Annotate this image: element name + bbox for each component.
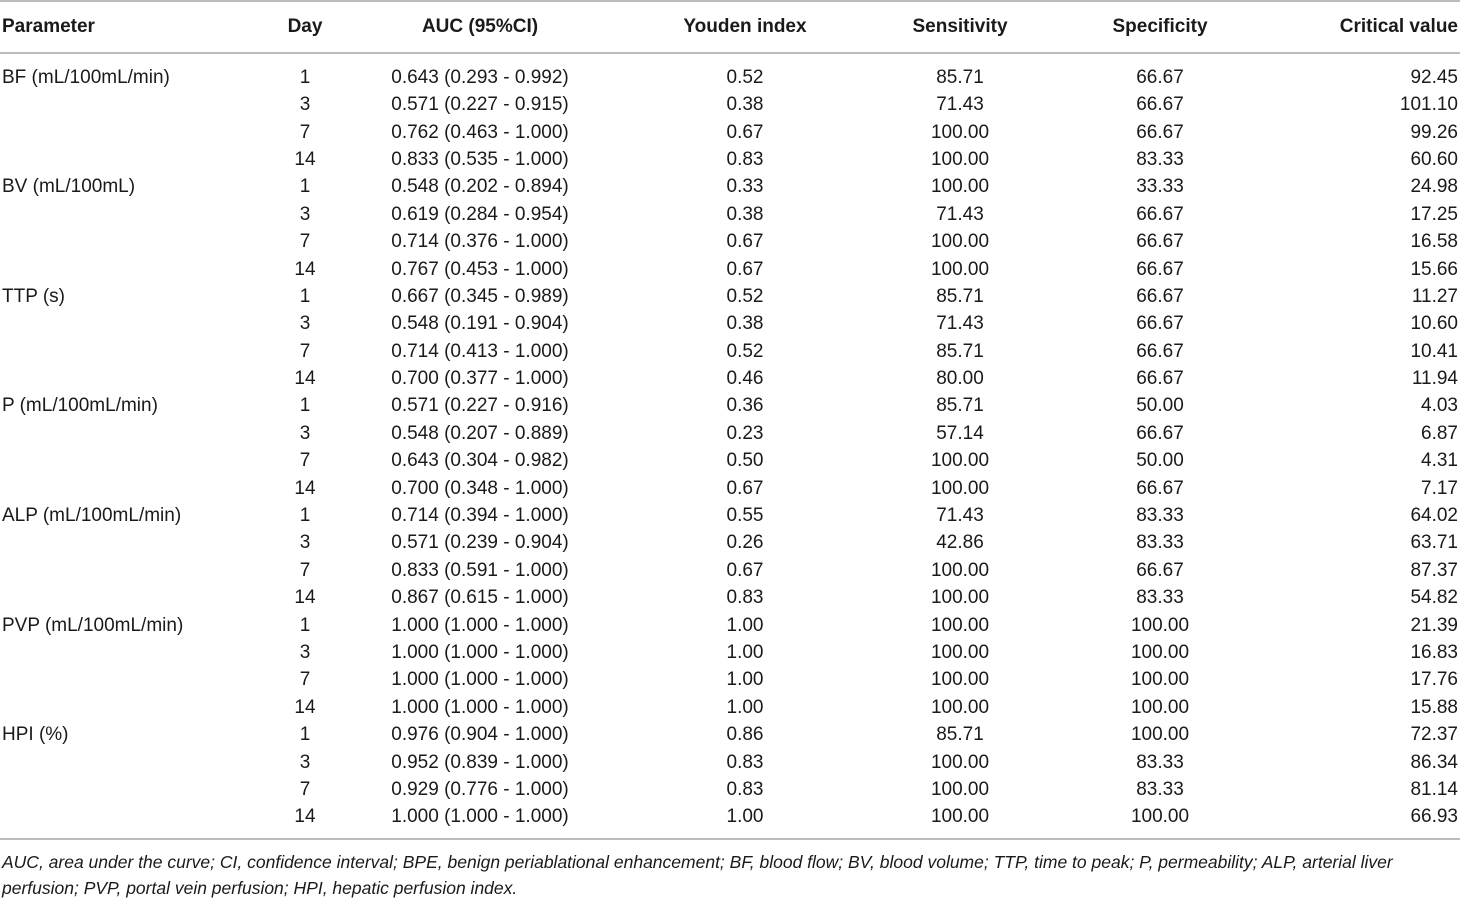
cell-youden-index: 1.00 <box>726 806 764 828</box>
cell-parameter <box>0 118 280 145</box>
cell-specificity: 66.67 <box>1136 340 1184 362</box>
cell-day: 3 <box>299 313 311 335</box>
cell-auc: 1.000 (1.000 - 1.000) <box>391 669 569 691</box>
cell-auc: 0.714 (0.376 - 1.000) <box>391 231 569 253</box>
cell-critical-value: 7.17 <box>1421 477 1458 499</box>
cell-critical-value: 63.71 <box>1410 532 1458 554</box>
cell-specificity: 66.67 <box>1136 258 1184 280</box>
cell-day: 14 <box>294 806 316 828</box>
header-youden: Youden index <box>630 1 860 53</box>
cell-youden-index: 0.83 <box>726 148 764 170</box>
cell-auc: 1.000 (1.000 - 1.000) <box>391 696 569 718</box>
cell-youden-index: 0.67 <box>726 559 764 581</box>
cell-parameter <box>0 694 280 721</box>
cell-auc: 1.000 (1.000 - 1.000) <box>391 806 569 828</box>
cell-auc: 1.000 (1.000 - 1.000) <box>391 614 569 636</box>
cell-parameter <box>0 803 280 838</box>
cell-youden-index: 0.67 <box>726 231 764 253</box>
cell-auc: 0.700 (0.348 - 1.000) <box>391 477 569 499</box>
cell-specificity: 100.00 <box>1130 669 1190 691</box>
cell-youden-index: 0.55 <box>726 505 764 527</box>
cell-parameter <box>0 557 280 584</box>
cell-sensitivity: 100.00 <box>930 642 990 663</box>
cell-parameter <box>0 639 280 666</box>
table-header <box>0 1 1460 53</box>
cell-auc: 0.833 (0.591 - 1.000) <box>391 559 569 581</box>
cell-critical-value: 11.27 <box>1411 285 1458 307</box>
cell-critical-value: 6.87 <box>1421 422 1458 444</box>
cell-critical-value: 11.94 <box>1411 368 1458 390</box>
cell-sensitivity: 100.00 <box>930 751 990 773</box>
cell-critical-value: 81.14 <box>1410 778 1458 800</box>
cell-critical-value: 17.76 <box>1410 669 1458 691</box>
cell-specificity: 66.67 <box>1136 559 1184 581</box>
table-footnote: AUC, area under the curve; CI, confidence interval; BPE, benign periablational enhancement; BF, blood flow; BV, blood volume; TTP, time to peak; P, permeability; ALP, arterial liver perfusion; PVP, portal vein perfusion; HPI, hepatic perfusion index. <box>2 852 1393 899</box>
cell-day: 3 <box>299 751 311 773</box>
cell-specificity: 33.33 <box>1136 176 1184 198</box>
cell-day: 1 <box>299 505 311 527</box>
cell-sensitivity: 71.43 <box>936 313 984 335</box>
table-row <box>0 639 1460 666</box>
cell-specificity: 100.00 <box>1130 696 1190 718</box>
cell-sensitivity: 100.00 <box>930 587 990 609</box>
table-row <box>0 53 1460 91</box>
table-row <box>0 694 1460 721</box>
header-day: Day <box>280 1 330 53</box>
cell-youden-index: 0.52 <box>726 340 764 362</box>
cell-specificity: 66.67 <box>1136 67 1184 88</box>
header-sensitivity: Sensitivity <box>860 1 1060 53</box>
cell-youden-index: 0.67 <box>726 477 764 499</box>
cell-sensitivity: 80.00 <box>936 368 984 390</box>
cell-youden-index: 0.38 <box>726 203 764 225</box>
cell-sensitivity: 71.43 <box>936 203 984 225</box>
cell-critical-value: 16.83 <box>1410 642 1458 663</box>
cell-day: 7 <box>299 450 311 472</box>
cell-day: 7 <box>299 231 311 253</box>
cell-auc: 0.667 (0.345 - 0.989) <box>391 285 569 307</box>
cell-critical-value: 16.58 <box>1410 231 1458 253</box>
cell-auc: 0.548 (0.191 - 0.904) <box>391 313 569 335</box>
cell-parameter <box>0 474 280 501</box>
table-row <box>0 529 1460 556</box>
cell-youden-index: 1.00 <box>726 642 764 663</box>
cell-day: 7 <box>299 121 311 143</box>
cell-day: 1 <box>299 176 311 198</box>
cell-day: 1 <box>299 614 311 636</box>
cell-day: 1 <box>299 285 311 307</box>
cell-parameter <box>0 529 280 556</box>
cell-youden-index: 0.83 <box>726 751 764 773</box>
cell-day: 3 <box>299 203 311 225</box>
cell-day: 7 <box>299 559 311 581</box>
cell-specificity: 66.67 <box>1136 422 1184 444</box>
cell-parameter <box>0 310 280 337</box>
cell-day: 14 <box>294 696 316 718</box>
cell-auc: 0.767 (0.453 - 1.000) <box>391 258 569 280</box>
cell-sensitivity: 100.00 <box>930 148 990 170</box>
cell-youden-index: 0.67 <box>726 121 764 143</box>
cell-parameter <box>0 666 280 693</box>
cell-sensitivity: 85.71 <box>936 395 984 417</box>
cell-parameter <box>0 584 280 611</box>
cell-sensitivity: 57.14 <box>936 422 984 444</box>
cell-youden-index: 0.33 <box>726 176 764 198</box>
cell-specificity: 66.67 <box>1136 231 1184 253</box>
cell-critical-value: 64.02 <box>1410 505 1458 527</box>
cell-youden-index: 0.83 <box>726 778 764 800</box>
cell-sensitivity: 100.00 <box>930 669 990 691</box>
cell-specificity: 83.33 <box>1136 505 1184 527</box>
cell-parameter <box>0 91 280 118</box>
cell-specificity: 100.00 <box>1130 806 1190 828</box>
cell-sensitivity: 100.00 <box>930 806 990 828</box>
cell-day: 14 <box>294 587 316 609</box>
table-row <box>0 611 1460 638</box>
cell-specificity: 100.00 <box>1130 724 1190 746</box>
cell-auc: 0.571 (0.227 - 0.915) <box>391 94 569 116</box>
cell-youden-index: 0.38 <box>726 313 764 335</box>
cell-critical-value: 10.60 <box>1410 313 1458 335</box>
table-row <box>0 338 1460 365</box>
cell-critical-value: 60.60 <box>1410 148 1458 170</box>
header-critical-value: Critical value <box>1260 1 1460 53</box>
cell-parameter <box>0 338 280 365</box>
cell-youden-index: 0.23 <box>726 422 764 444</box>
cell-day: 3 <box>299 642 311 663</box>
table-row <box>0 666 1460 693</box>
cell-day: 14 <box>294 148 316 170</box>
cell-critical-value: 15.88 <box>1410 696 1458 718</box>
cell-parameter <box>0 365 280 392</box>
cell-critical-value: 66.93 <box>1410 806 1458 828</box>
cell-parameter <box>0 255 280 282</box>
cell-specificity: 100.00 <box>1130 642 1190 663</box>
cell-parameter <box>0 201 280 228</box>
cell-auc: 0.571 (0.227 - 0.916) <box>391 395 569 417</box>
cell-critical-value: 99.26 <box>1410 121 1458 143</box>
cell-specificity: 66.67 <box>1136 94 1184 116</box>
cell-day: 14 <box>294 477 316 499</box>
cell-specificity: 66.67 <box>1136 313 1184 335</box>
cell-specificity: 50.00 <box>1136 450 1184 472</box>
cell-auc: 0.700 (0.377 - 1.000) <box>391 368 569 390</box>
cell-sensitivity: 85.71 <box>936 340 984 362</box>
table-row <box>0 365 1460 392</box>
cell-sensitivity: 100.00 <box>930 450 990 472</box>
cell-parameter <box>0 420 280 447</box>
table-row <box>0 584 1460 611</box>
cell-critical-value: 86.34 <box>1410 751 1458 773</box>
table-row <box>0 310 1460 337</box>
cell-day: 14 <box>294 368 316 390</box>
cell-day: 3 <box>299 422 311 444</box>
cell-sensitivity: 71.43 <box>936 505 984 527</box>
cell-day: 1 <box>299 67 311 88</box>
cell-day: 3 <box>299 94 311 116</box>
cell-sensitivity: 100.00 <box>930 696 990 718</box>
cell-sensitivity: 100.00 <box>930 231 990 253</box>
cell-sensitivity: 71.43 <box>936 94 984 116</box>
cell-parameter <box>0 146 280 173</box>
cell-youden-index: 1.00 <box>726 696 764 718</box>
cell-critical-value: 4.03 <box>1421 395 1458 417</box>
header-auc: AUC (95%CI) <box>330 1 630 53</box>
cell-critical-value: 87.37 <box>1410 559 1458 581</box>
cell-sensitivity: 100.00 <box>930 614 990 636</box>
table-row <box>0 420 1460 447</box>
cell-sensitivity: 100.00 <box>930 121 990 143</box>
cell-youden-index: 0.86 <box>726 724 764 746</box>
cell-parameter <box>0 748 280 775</box>
table-row <box>0 146 1460 173</box>
cell-youden-index: 0.50 <box>726 450 764 472</box>
header-specificity: Specificity <box>1060 1 1260 53</box>
cell-specificity: 83.33 <box>1136 778 1184 800</box>
cell-auc: 0.762 (0.463 - 1.000) <box>391 121 569 143</box>
header-row <box>0 1 1460 53</box>
cell-auc: 0.952 (0.839 - 1.000) <box>391 751 569 773</box>
cell-auc: 0.548 (0.202 - 0.894) <box>391 176 569 198</box>
cell-auc: 0.714 (0.413 - 1.000) <box>391 340 569 362</box>
table-row <box>0 447 1460 474</box>
cell-parameter: TTP (s) <box>2 285 65 307</box>
cell-auc: 1.000 (1.000 - 1.000) <box>391 642 569 663</box>
table-row <box>0 255 1460 282</box>
cell-specificity: 83.33 <box>1136 532 1184 554</box>
cell-specificity: 66.67 <box>1136 203 1184 225</box>
cell-critical-value: 15.66 <box>1410 258 1458 280</box>
cell-sensitivity: 100.00 <box>930 477 990 499</box>
cell-youden-index: 0.46 <box>726 368 764 390</box>
table-row <box>0 228 1460 255</box>
header-parameter: Parameter <box>0 1 280 53</box>
cell-day: 1 <box>299 724 311 746</box>
cell-auc: 0.833 (0.535 - 1.000) <box>391 148 569 170</box>
table-row <box>0 283 1460 310</box>
cell-auc: 0.643 (0.293 - 0.992) <box>391 67 569 88</box>
cell-critical-value: 24.98 <box>1410 176 1458 198</box>
cell-sensitivity: 100.00 <box>930 778 990 800</box>
table-row <box>0 721 1460 748</box>
cell-auc: 0.867 (0.615 - 1.000) <box>391 587 569 609</box>
cell-parameter: BV (mL/100mL) <box>2 176 136 198</box>
cell-specificity: 66.67 <box>1136 121 1184 143</box>
cell-specificity: 66.67 <box>1136 477 1184 499</box>
cell-sensitivity: 85.71 <box>936 285 984 307</box>
cell-critical-value: 10.41 <box>1410 340 1458 362</box>
cell-auc: 0.643 (0.304 - 0.982) <box>391 450 569 472</box>
cell-youden-index: 0.36 <box>726 395 764 417</box>
cell-youden-index: 1.00 <box>726 614 764 636</box>
cell-critical-value: 4.31 <box>1421 450 1458 472</box>
cell-auc: 0.976 (0.904 - 1.000) <box>391 724 569 746</box>
cell-sensitivity: 85.71 <box>936 724 984 746</box>
table-row <box>0 776 1460 803</box>
cell-sensitivity: 100.00 <box>930 176 990 198</box>
cell-youden-index: 0.52 <box>726 285 764 307</box>
cell-specificity: 83.33 <box>1136 148 1184 170</box>
cell-sensitivity: 100.00 <box>930 258 990 280</box>
cell-sensitivity: 100.00 <box>930 559 990 581</box>
cell-critical-value: 54.82 <box>1410 587 1458 609</box>
table-body <box>0 53 1460 838</box>
cell-youden-index: 0.38 <box>726 94 764 116</box>
cell-sensitivity: 85.71 <box>936 67 984 88</box>
cell-parameter <box>0 447 280 474</box>
cell-auc: 0.714 (0.394 - 1.000) <box>391 505 569 527</box>
cell-day: 1 <box>299 395 311 417</box>
cell-youden-index: 0.67 <box>726 258 764 280</box>
cell-parameter <box>0 776 280 803</box>
cell-parameter: HPI (%) <box>2 724 69 746</box>
table-row <box>0 474 1460 501</box>
cell-specificity: 83.33 <box>1136 751 1184 773</box>
cell-auc: 0.619 (0.284 - 0.954) <box>391 203 569 225</box>
cell-day: 7 <box>299 340 311 362</box>
cell-specificity: 66.67 <box>1136 285 1184 307</box>
cell-parameter <box>0 228 280 255</box>
cell-day: 7 <box>299 778 311 800</box>
cell-critical-value: 101.10 <box>1399 94 1458 116</box>
cell-specificity: 50.00 <box>1136 395 1184 417</box>
cell-youden-index: 1.00 <box>726 669 764 691</box>
cell-day: 14 <box>294 258 316 280</box>
cell-specificity: 100.00 <box>1130 614 1190 636</box>
cell-youden-index: 0.52 <box>726 67 764 88</box>
footnote-area <box>0 838 1460 901</box>
cell-critical-value: 17.25 <box>1410 203 1458 225</box>
cell-parameter: BF (mL/100mL/min) <box>2 67 170 88</box>
cell-specificity: 66.67 <box>1136 368 1184 390</box>
table-row <box>0 173 1460 200</box>
cell-parameter: PVP (mL/100mL/min) <box>2 614 184 636</box>
table-row <box>0 502 1460 529</box>
cell-auc: 0.548 (0.207 - 0.889) <box>391 422 569 444</box>
cell-specificity: 83.33 <box>1136 587 1184 609</box>
table-row <box>0 557 1460 584</box>
cell-sensitivity: 42.86 <box>936 532 984 554</box>
table-row <box>0 748 1460 775</box>
cell-youden-index: 0.26 <box>726 532 764 554</box>
cell-auc: 0.571 (0.239 - 0.904) <box>391 532 569 554</box>
cell-youden-index: 0.83 <box>726 587 764 609</box>
table-row <box>0 118 1460 145</box>
cell-day: 3 <box>299 532 311 554</box>
cell-critical-value: 72.37 <box>1410 724 1458 746</box>
cell-critical-value: 92.45 <box>1410 67 1458 88</box>
table-row <box>0 91 1460 118</box>
cell-day: 7 <box>299 669 311 691</box>
table-row <box>0 803 1460 838</box>
table-row <box>0 392 1460 419</box>
cell-auc: 0.929 (0.776 - 1.000) <box>391 778 569 800</box>
cell-critical-value: 21.39 <box>1410 614 1458 636</box>
cell-parameter: P (mL/100mL/min) <box>2 395 158 417</box>
cell-parameter: ALP (mL/100mL/min) <box>2 505 182 527</box>
table-row <box>0 201 1460 228</box>
